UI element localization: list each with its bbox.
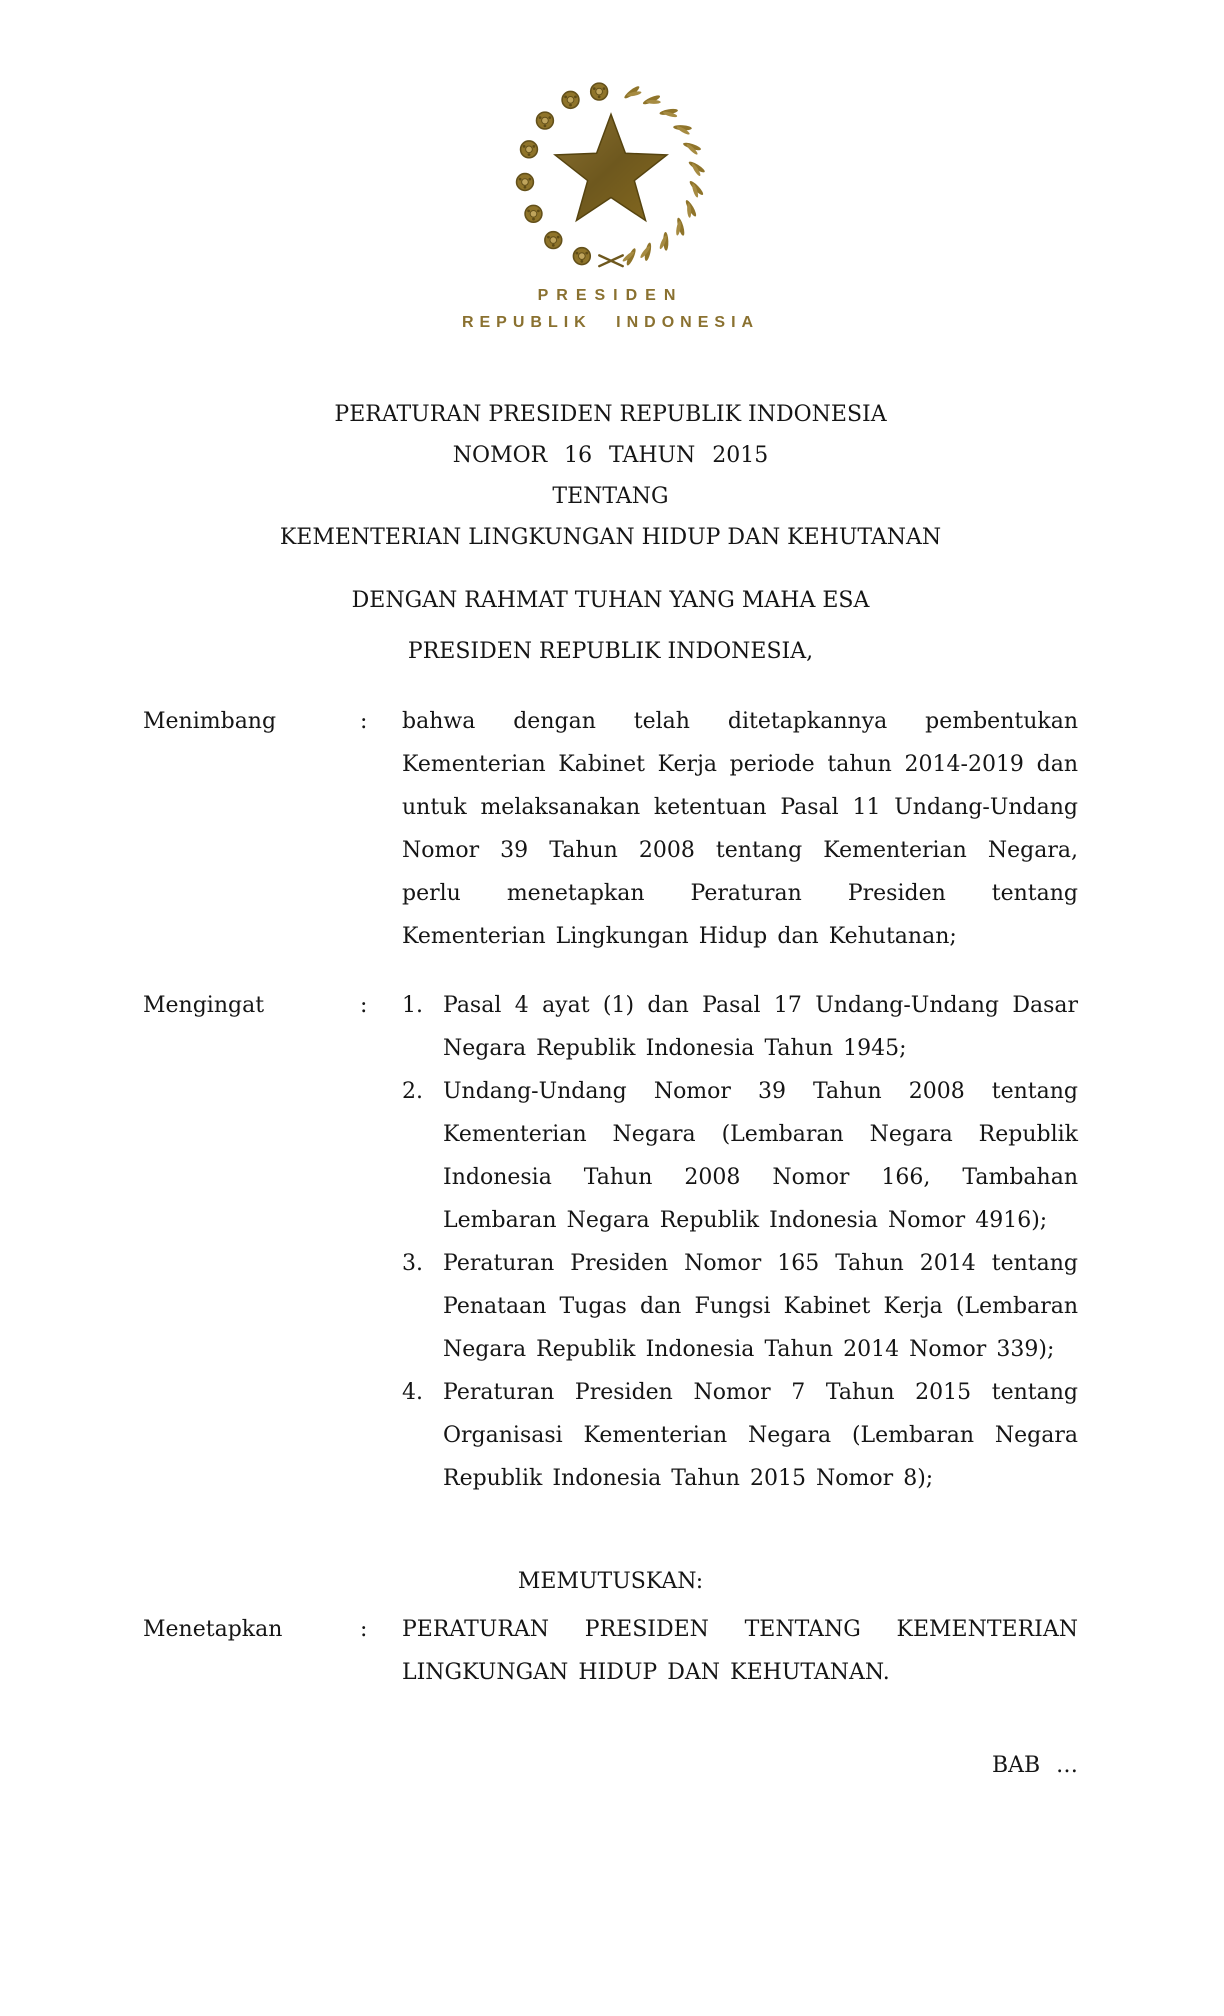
title-line-subject: KEMENTERIAN LINGKUNGAN HIDUP DAN KEHUTANAN bbox=[279, 525, 942, 550]
considering-colon: : bbox=[360, 709, 368, 734]
wreath-tie bbox=[599, 255, 623, 266]
title-line-nomor: NOMOR 16 TAHUN 2015 bbox=[452, 443, 769, 468]
list-item-text: Undang-Undang Nomor 39 Tahun 2008 tentang Kementerian Negara (Lembaran Negara Republik Indonesia Tahun 2008 Nomor 166, Tambahan Lembaran Negara Republik Indonesia Nomor 4916); bbox=[443, 1079, 1078, 1233]
list-item-number: 2. bbox=[402, 1079, 423, 1104]
list-item-number: 1. bbox=[402, 993, 423, 1018]
decision-heading: MEMUTUSKAN: bbox=[517, 1569, 704, 1594]
considering-label: Menimbang bbox=[143, 709, 277, 734]
enacting-colon: : bbox=[360, 1617, 368, 1642]
enacting-section bbox=[143, 1608, 1078, 1694]
letterhead bbox=[143, 78, 1078, 336]
list-item bbox=[402, 1242, 1078, 1371]
list-item-number: 4. bbox=[402, 1380, 423, 1405]
list-item-text: Pasal 4 ayat (1) dan Pasal 17 Undang-Undang Dasar Negara Republik Indonesia Tahun 1945; bbox=[443, 993, 1078, 1061]
title-line-tentang: TENTANG bbox=[552, 484, 669, 509]
list-item-text: Peraturan Presiden Nomor 7 Tahun 2015 tentang Organisasi Kementerian Negara (Lembaran Negara Republik Indonesia Tahun 2015 Nomor 8); bbox=[443, 1380, 1078, 1491]
title-line-1: PERATURAN PRESIDEN REPUBLIK INDONESIA bbox=[334, 402, 887, 427]
list-item-text: Peraturan Presiden Nomor 165 Tahun 2014 tentang Penataan Tugas dan Fungsi Kabinet Kerja (Lembaran Negara Republik Indonesia Tahun 2014 Nomor 339); bbox=[443, 1251, 1078, 1362]
recalling-list bbox=[402, 984, 1078, 1500]
enacting-label: Menetapkan bbox=[143, 1617, 283, 1642]
recalling-label: Mengingat bbox=[143, 993, 265, 1018]
considering-text: bahwa dengan telah ditetapkannya pembentukan Kementerian Kabinet Kerja periode tahun 2014-2019 dan untuk melaksanakan ketentuan Pasal 11 Undang-Undang Nomor 39 Tahun 2008 tentang Kementerian Negara, perlu menetapkan Peraturan Presiden tentang Kementerian Lingkungan Hidup dan Kehutanan; bbox=[402, 709, 1078, 949]
list-item-number: 3. bbox=[402, 1251, 423, 1276]
list-item bbox=[402, 1070, 1078, 1242]
invocation-line: DENGAN RAHMAT TUHAN YANG MAHA ESA bbox=[351, 588, 870, 613]
considering-section bbox=[143, 700, 1078, 958]
recalling-section bbox=[143, 984, 1078, 1500]
gold-star bbox=[555, 114, 667, 220]
letterhead-presiden: PRESIDEN bbox=[537, 287, 684, 304]
list-item bbox=[402, 984, 1078, 1070]
list-item bbox=[402, 1371, 1078, 1500]
authority-line: PRESIDEN REPUBLIK INDONESIA, bbox=[407, 639, 814, 664]
recalling-colon: : bbox=[360, 993, 368, 1018]
title-block bbox=[143, 394, 1078, 558]
letterhead-republik-indonesia: REPUBLIK INDONESIA bbox=[461, 314, 760, 331]
enacting-text: PERATURAN PRESIDEN TENTANG KEMENTERIAN LINGKUNGAN HIDUP DAN KEHUTANAN. bbox=[402, 1617, 1078, 1685]
presidential-emblem-icon bbox=[513, 78, 709, 274]
catchword-bab: BAB … bbox=[991, 1753, 1078, 1778]
